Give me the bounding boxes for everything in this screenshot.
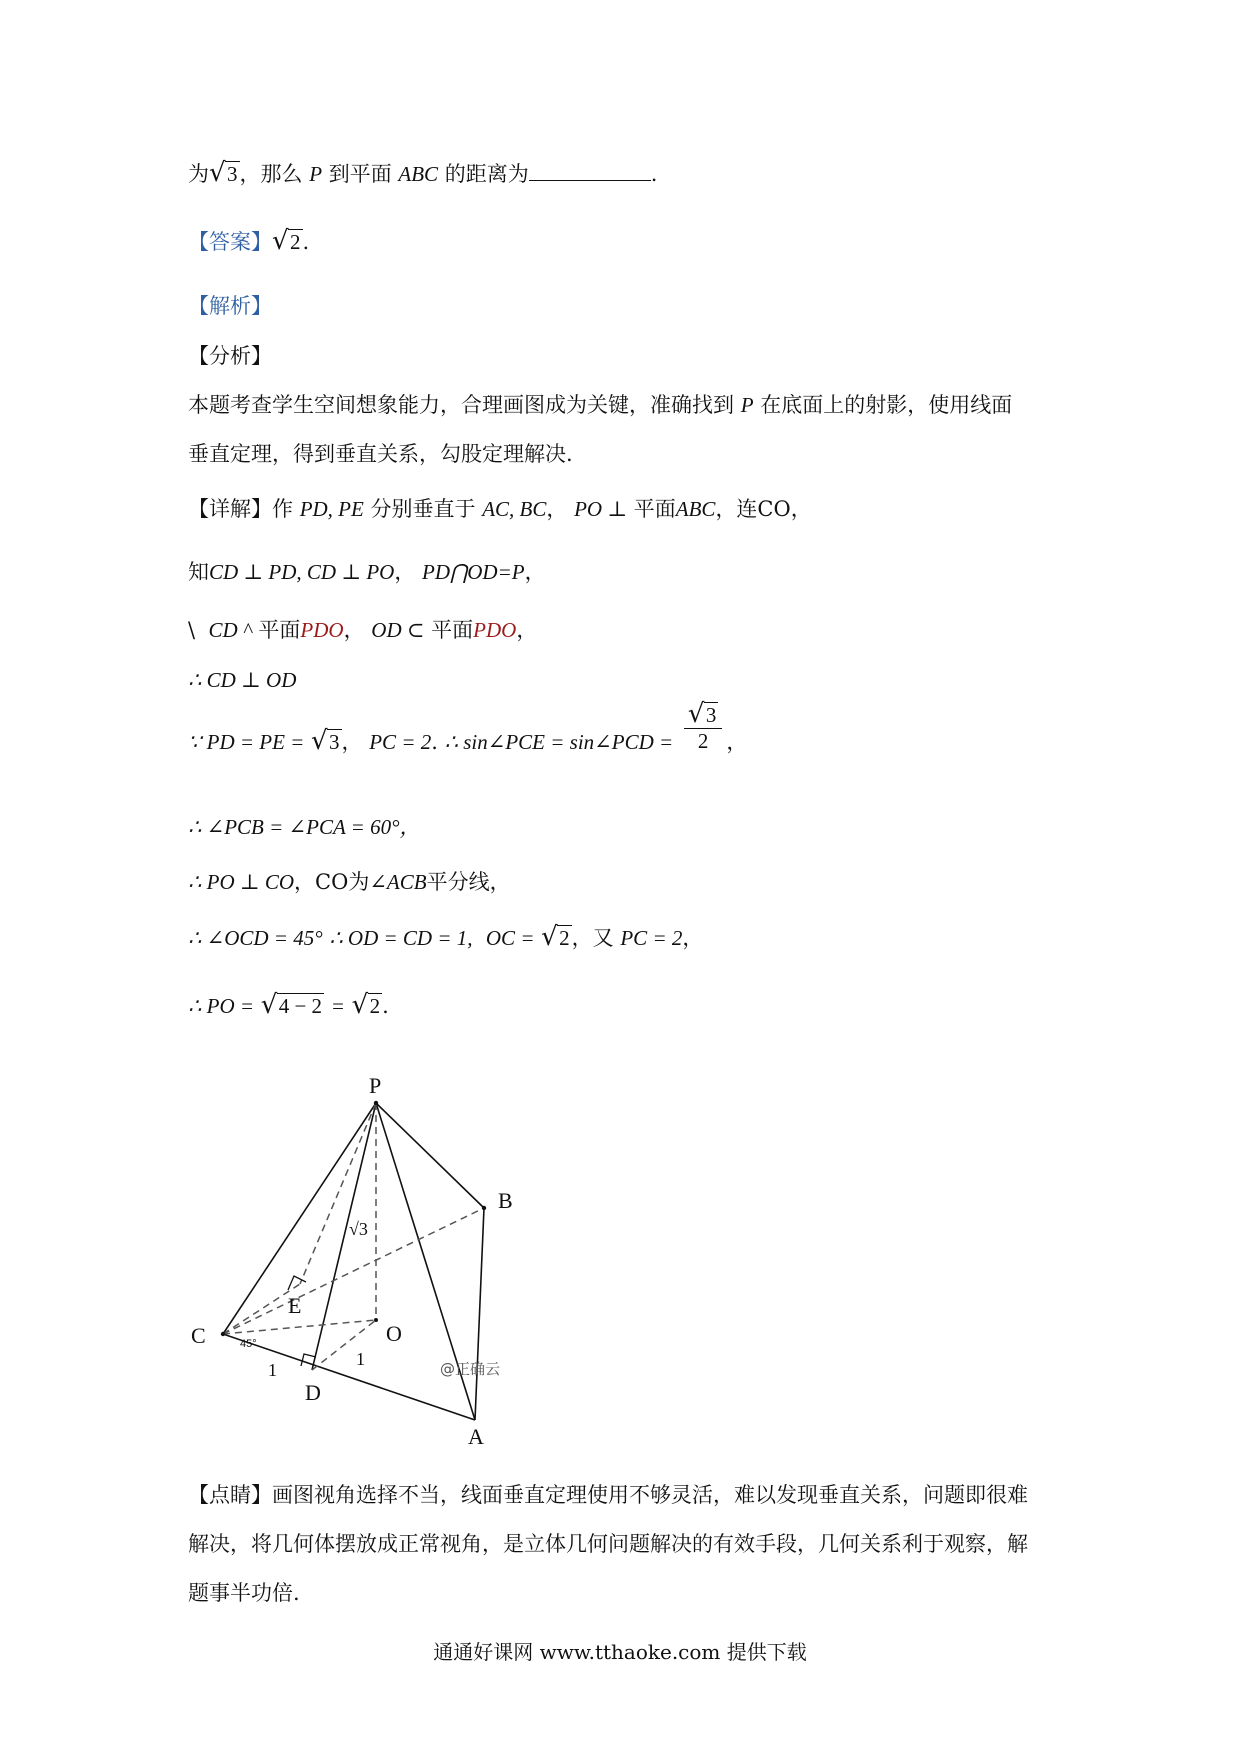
math-expr: = [330,994,345,1018]
edge-pe-hidden [300,1103,376,1284]
detail-text: ， [682,926,704,950]
detail-text: ， [343,618,365,642]
detail-text: \ [188,618,196,642]
math-expr: OC = [485,926,535,950]
question-text: . [650,162,658,186]
detail-text: 平面 [258,618,301,642]
sqrt-three: √ 3 [209,158,238,188]
math-expr: CD ⊥ PD, CD ⊥ PO [209,560,395,584]
right-angle-e [288,1276,306,1290]
math-expr: ∴ CD ⊥ OD [188,668,297,692]
sqrt-four-minus-two: √ 4 − 2 [260,990,323,1020]
math-expr: ∠ACB [369,870,427,894]
math-expr: ∴ sin∠PCE = sin∠PCD = [444,730,674,754]
dianjing-tag: 【点睛】 [188,1483,272,1507]
question-line [188,158,658,188]
answer-tag: 【答案】 [188,230,272,254]
edge-ba [475,1208,484,1420]
fraction-sqrt3-over-2: √ 3 2 [684,703,723,754]
fenxi-tag-line [188,344,272,369]
label-od-1: 1 [356,1349,365,1369]
math-expr: ABC [675,497,716,521]
detail-line-4 [188,668,296,693]
label-cd-1: 1 [268,1360,277,1380]
fenxi-text: 垂直定理，得到垂直关系，勾股定理解决. [188,442,573,466]
detail-text: ， [394,560,416,584]
detail-text: 作 [272,497,293,521]
detail-text: . [382,994,389,1018]
math-expr: PC = 2 [369,730,432,754]
detail-line-2 [188,560,546,585]
math-expr: ∴ ∠PCB = ∠PCA = 60°， [188,815,421,839]
dianjing-text: 题事半功倍. [188,1581,300,1605]
math-expr: PO ⊥ [574,497,628,521]
detail-text: ，又 [571,926,614,950]
detail-line-7 [188,870,511,895]
math-expr: ∴ OD = CD = 1, [329,926,473,950]
sqrt-three: √ 3 [311,726,340,756]
answer-line [188,226,310,256]
detail-line-5 [188,698,748,756]
detail-text: ， [516,618,538,642]
question-text: 到平面 [328,162,392,186]
answer-sqrt-two: √ 2 [272,226,301,256]
dianjing-line-1 [188,1483,1028,1508]
detail-text: . [431,730,438,754]
label-b: B [498,1188,513,1213]
jiexi-tag: 【解析】 [188,294,272,318]
detail-text: 平面 [431,618,474,642]
detail-text: ， [546,497,568,521]
question-text: 为 [188,162,209,186]
pyramid-figure [188,1058,548,1448]
jiexi-line [188,294,272,319]
dianjing-line-3 [188,1581,300,1606]
detail-text: 知 [188,560,209,584]
label-a: A [468,1424,484,1449]
question-text: ，那么 [239,162,303,186]
sqrt-two: √ 2 [541,922,570,952]
fenxi-tag: 【分析】 [188,344,272,368]
math-expr: ∵ PD = PE = [188,730,305,754]
fenxi-text: 本题考查学生空间想象能力，合理画图成为关键，准确找到 [188,393,734,417]
detail-text: ， [341,730,363,754]
detail-text: ， [726,730,748,754]
page-footer: 通通好课网 www.tthaoke.com 提供下载 [433,1640,807,1664]
detail-text: 平分线， [426,870,511,894]
math-expr: PC = 2 [620,926,683,950]
detail-text: ，CO为 [294,870,370,894]
detail-text: ，连CO， [715,497,812,521]
label-d: D [305,1380,321,1405]
math-expr: PD, PE [299,497,364,521]
detail-line-3 [188,618,537,643]
math-expr: ∴ PO = [188,994,255,1018]
detail-text: 平面 [633,497,676,521]
detail-line-8 [188,922,704,952]
answer-end: . [302,230,310,254]
dianjing-line-2 [188,1532,1028,1557]
fenxi-line-2 [188,442,573,467]
math-expr: ∴ PO ⊥ CO [188,870,295,894]
math-expr-red: PDO [300,618,344,642]
watermark: @正确云 [440,1360,501,1378]
detail-text: 分别垂直于 [370,497,476,521]
label-p: P [369,1073,382,1098]
label-c: C [191,1323,206,1348]
detail-tag: 【详解】 [188,497,272,521]
detail-line-1 [188,497,812,522]
fenxi-line-1 [188,393,1012,418]
math-expr: AC, BC [482,497,547,521]
point-p: P [309,162,323,186]
fenxi-text: 在底面上的射影，使用线面 [760,393,1013,417]
label-45-degree: 45° [240,1338,257,1350]
pyramid-diagram [188,1058,548,1448]
detail-line-9 [188,990,389,1020]
math-expr: CD ^ [208,618,252,642]
dianjing-text: 画图视角选择不当，线面垂直定理使用不够灵活，难以发现垂直关系，问题即很难 [272,1483,1028,1507]
math-expr: PD⋂OD=P [422,560,525,584]
detail-line-6 [188,815,421,840]
edge-ca [223,1334,475,1420]
question-text: 的距离为 [444,162,529,186]
plane-abc: ABC [398,162,439,186]
label-sqrt3: √3 [349,1219,368,1239]
point-p: P [740,393,754,417]
answer-blank [529,162,651,181]
label-o: O [386,1321,402,1346]
label-e: E [288,1293,302,1318]
sqrt-two: √ 2 [351,990,381,1020]
math-expr: OD ⊂ [371,618,425,642]
dianjing-text: 解决，将几何体摆放成正常视角，是立体几何问题解决的有效手段，几何关系利于观察，解 [188,1532,1028,1556]
detail-text: ， [524,560,546,584]
math-expr: ∴ ∠OCD = 45° [188,926,323,950]
math-expr-red: PDO [473,618,517,642]
